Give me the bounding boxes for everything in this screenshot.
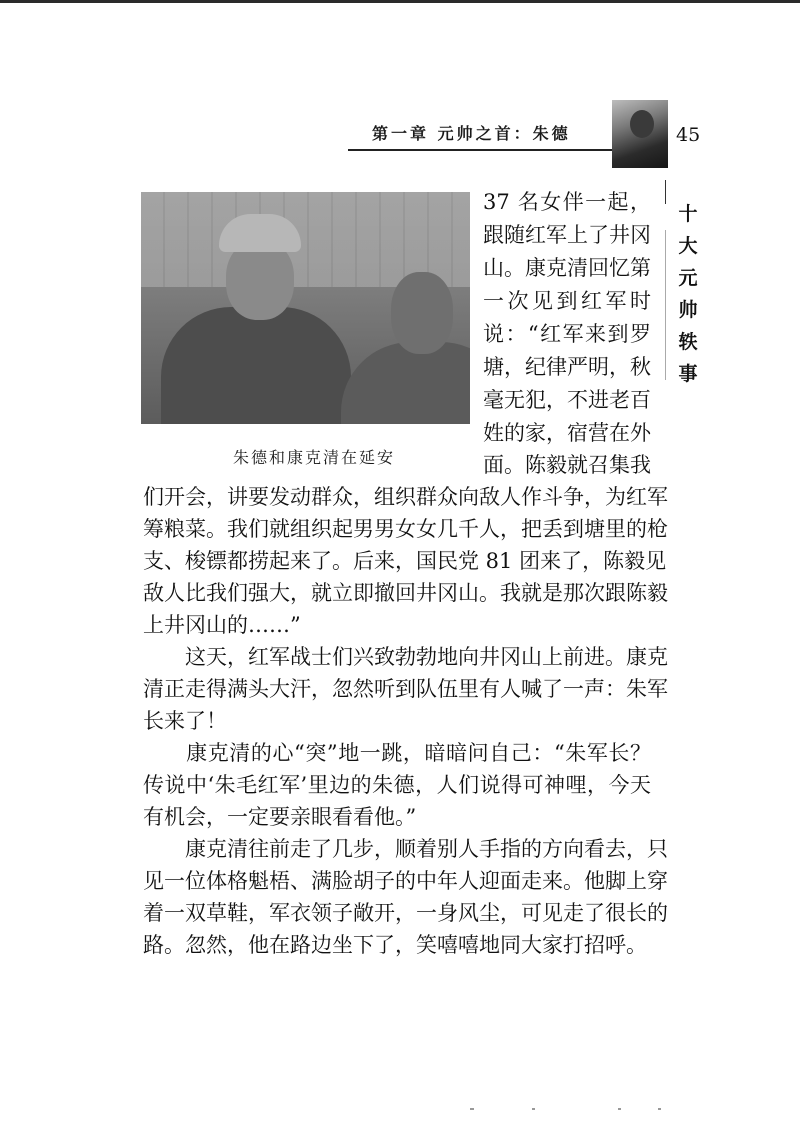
page-number: 45 — [676, 124, 701, 146]
scan-speck — [618, 1108, 621, 1110]
text-line: 姓的家，宿营在外 — [483, 421, 651, 445]
photo-figure-left — [161, 307, 351, 424]
portrait-head — [630, 110, 654, 138]
photo-figure-left-head — [226, 240, 294, 320]
text-line: 毫无犯，不进老百 — [483, 388, 651, 412]
text-line: 长来了！ — [143, 709, 227, 733]
side-rule-top — [665, 180, 666, 204]
side-title-char: 帅 — [678, 299, 698, 321]
photo — [141, 192, 470, 424]
text-line: 着一双草鞋，军衣领子敞开，一身风尘，可见走了很长的 — [143, 901, 668, 925]
text-line: 康克清往前走了几步，顺着别人手指的方向看去，只 — [143, 837, 668, 861]
side-title — [676, 198, 700, 390]
text-line: 敌人比我们强大，就立即撤回井冈山。我就是那次跟陈毅 — [143, 581, 668, 605]
text-line: 支、梭镖都捞起来了。后来，国民党 81 团来了，陈毅见 — [143, 549, 667, 573]
text-line: 见一位体格魁梧、满脸胡子的中年人迎面走来。他脚上穿 — [143, 869, 668, 893]
header-portrait-image — [612, 100, 668, 168]
text-line: 山。康克清回忆第 — [483, 256, 651, 280]
photo-figure-right-head — [391, 272, 453, 354]
side-title-char: 轶 — [678, 331, 698, 353]
side-title-char: 事 — [678, 363, 698, 385]
text-line: 传说中‘朱毛红军’里边的朱德，人们说得可神哩，今天 — [143, 773, 651, 797]
text-line: 清正走得满头大汗，忽然听到队伍里有人喊了一声：朱军 — [143, 677, 668, 701]
text-line: 筹粮菜。我们就组织起男男女女几千人，把丢到塘里的枪 — [143, 517, 668, 541]
text-line: 有机会，一定要亲眼看看他。” — [143, 805, 417, 829]
scan-speck — [470, 1108, 474, 1110]
text-line: 这天，红军战士们兴致勃勃地向井冈山上前进。康克 — [143, 645, 668, 669]
photo-figure-right — [341, 342, 470, 424]
text-line: 们开会，讲要发动群众，组织群众向敌人作斗争，为红军 — [143, 485, 668, 509]
text-line: 路。忽然，他在路边坐下了，笑嘻嘻地同大家打招呼。 — [143, 933, 647, 957]
text-line: 说：“红军来到罗 — [483, 322, 651, 346]
scan-speck — [658, 1108, 661, 1110]
photo-caption: 朱德和康克清在延安 — [233, 448, 396, 467]
side-title-char: 元 — [678, 267, 698, 289]
text-line: 上井冈山的……” — [143, 613, 301, 637]
side-rule — [665, 230, 666, 380]
header-rule — [348, 149, 648, 151]
text-line: 跟随红军上了井冈 — [483, 223, 651, 247]
photo-figure-left-cap — [219, 214, 301, 252]
text-line: 面。陈毅就召集我 — [483, 453, 651, 477]
text-line: 塘，纪律严明，秋 — [483, 355, 651, 379]
side-title-char: 大 — [678, 235, 698, 257]
chapter-header: 第一章 元帅之首：朱德 — [372, 124, 571, 143]
text-line: 一次见到红军时 — [483, 289, 651, 313]
side-title-char: 十 — [678, 203, 698, 225]
text-line: 37 名女伴一起， — [483, 190, 651, 214]
scan-speck — [532, 1108, 535, 1110]
top-border — [0, 0, 800, 3]
text-line: 康克清的心“突”地一跳，暗暗问自己：“朱军长？ — [143, 741, 651, 765]
